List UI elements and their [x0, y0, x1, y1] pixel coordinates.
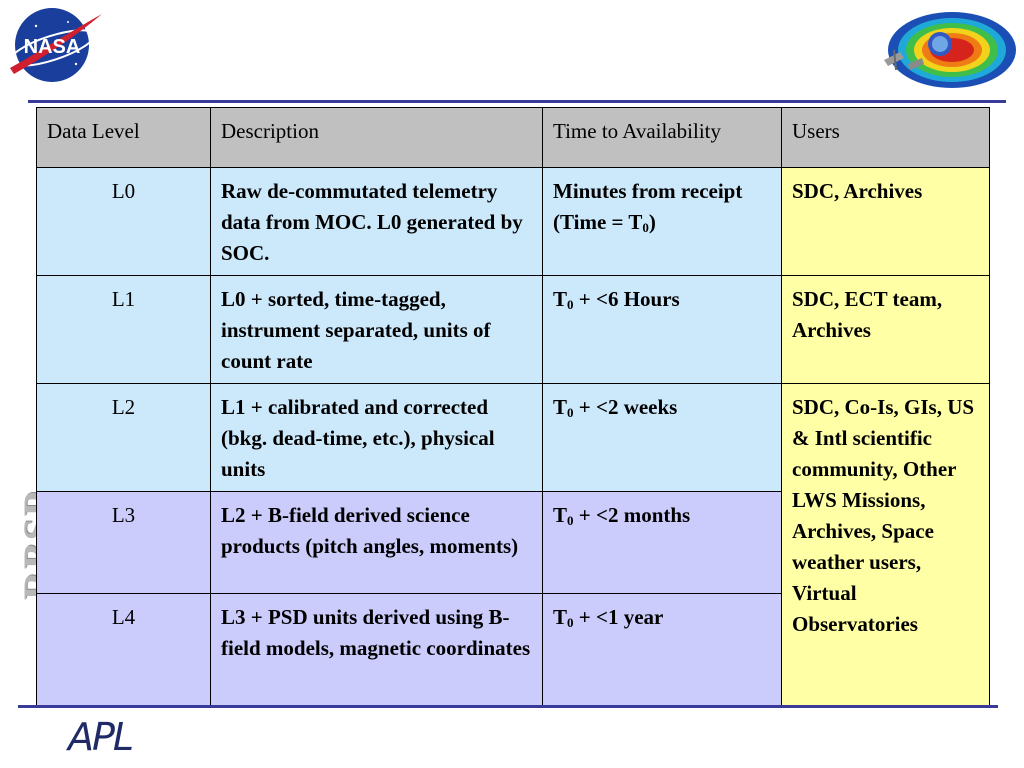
radiation-belts-graphic: [874, 8, 1018, 92]
apl-logo: [66, 712, 136, 759]
time-prefix: T: [553, 395, 568, 419]
time-suffix: + <1 year: [573, 605, 664, 629]
level-cell: L2: [37, 384, 211, 492]
description-cell: L0 + sorted, time-tagged, instrument separated, units of count rate: [211, 276, 543, 384]
users-cell: SDC, ECT team, Archives: [782, 276, 990, 384]
description-cell: L2 + B-field derived science products (pitch angles, moments): [211, 492, 543, 594]
time-cell: [543, 492, 782, 594]
description-cell: L1 + calibrated and corrected (bkg. dead-time, etc.), physical units: [211, 384, 543, 492]
table-row-l0: [37, 168, 990, 276]
bottom-rule: [18, 705, 998, 708]
time-cell: [543, 168, 782, 276]
description-cell: Raw de-commutated telemetry data from MOC. L0 generated by SOC.: [211, 168, 543, 276]
time-cell: [543, 276, 782, 384]
level-cell: L0: [37, 168, 211, 276]
time-cell: [543, 384, 782, 492]
top-rule: [28, 100, 1006, 103]
time-prefix: T: [553, 605, 568, 629]
time-subscript: 0: [642, 220, 649, 235]
nasa-logo: [6, 4, 104, 84]
column-header-description: Description: [211, 108, 543, 168]
time-subscript: 0: [567, 405, 574, 420]
table-header-row: [37, 108, 990, 168]
users-cell: SDC, Archives: [782, 168, 990, 276]
time-suffix: + <2 weeks: [573, 395, 678, 419]
column-header-data-level: Data Level: [37, 108, 211, 168]
users-cell: SDC, Co-Is, GIs, US & Intl scientific community, Other LWS Missions, Archives, Space weather users, Virtual Observatories: [782, 384, 990, 706]
time-subscript: 0: [567, 513, 574, 528]
table-row-l1: [37, 276, 990, 384]
level-cell: L3: [37, 492, 211, 594]
time-suffix: ): [648, 210, 656, 234]
time-cell: [543, 594, 782, 706]
column-header-users: Users: [782, 108, 990, 168]
column-header-time: Time to Availability: [543, 108, 782, 168]
time-text: Minutes from receipt: [553, 179, 743, 203]
data-levels-table: [36, 107, 990, 706]
time-subscript: 0: [567, 297, 574, 312]
table-row-l2: [37, 384, 990, 492]
level-cell: L4: [37, 594, 211, 706]
time-suffix: + <6 Hours: [573, 287, 680, 311]
time-suffix: + <2 months: [573, 503, 691, 527]
time-prefix: (Time = T: [553, 210, 643, 234]
time-prefix: T: [553, 287, 568, 311]
description-cell: L3 + PSD units derived using B-field models, magnetic coordinates: [211, 594, 543, 706]
apl-logo-text: APL: [68, 715, 133, 759]
time-prefix: T: [553, 503, 568, 527]
level-cell: L1: [37, 276, 211, 384]
nasa-logo-text: NASA: [23, 36, 81, 58]
time-subscript: 0: [567, 615, 574, 630]
